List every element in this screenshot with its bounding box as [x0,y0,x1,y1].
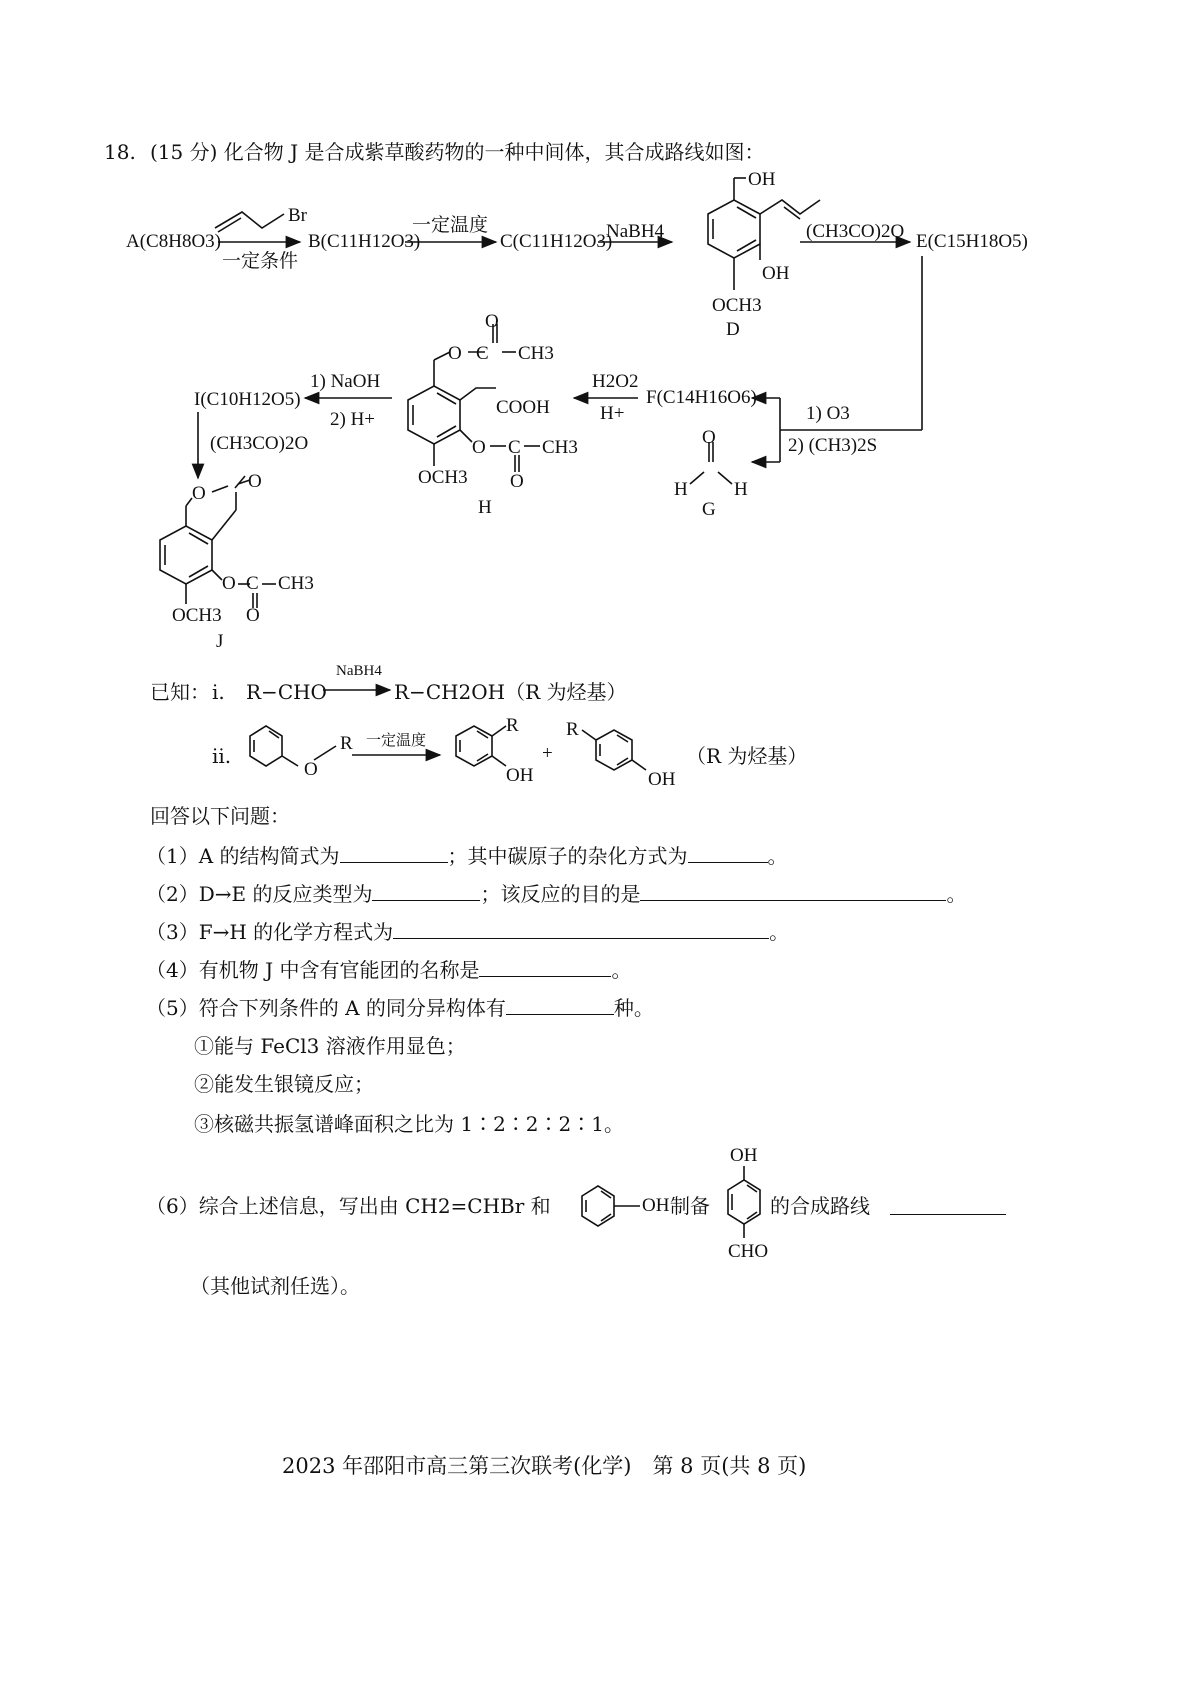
h-ch3-2-label: CH3 [542,437,578,458]
g-h1-label: H [674,479,688,500]
known-i-reactant: R−CHO [246,680,327,704]
arrow-bc-condition: 一定温度 [412,215,489,236]
d-oh-label: OH [748,169,776,190]
q6-text-c: 的合成路线 [770,1194,870,1218]
q6-text-d: （其他试剂任选）。 [190,1274,360,1298]
h-o2-label: O [485,311,499,332]
compound-a-label: A(C8H8O3) [126,231,221,252]
compound-f-label: F(C14H16O6) [646,387,757,408]
q6-target-oh: OH [730,1145,758,1166]
ii-p2-oh-label: OH [648,769,676,790]
arrow-ij-reagent: (CH3CO)2O [210,433,309,454]
compound-c-label: C(C11H12O3) [500,231,613,252]
arrow-ab-condition: 一定条件 [222,251,299,272]
q4-text-c: 。 [611,958,632,982]
q6-text-a: （6）综合上述信息，写出由 CH2=CHBr 和 [146,1194,551,1218]
g-o-label: O [702,427,716,448]
compound-h-label: H [478,497,492,518]
j-o3-label: O [222,573,236,594]
page-footer: 2023 年邵阳市高三第三次联考(化学) 第 8 页(共 8 页) [282,1454,807,1478]
j-o4-label: O [246,605,260,626]
question-heading: (15 分) 化合物 J 是合成紫草酸药物的一种中间体，其合成路线如图： [150,140,765,164]
h-c-label: C [476,343,489,364]
compound-d-label: D [726,319,740,340]
ii-plus-label: + [542,743,553,764]
br-label: Br [288,205,307,226]
q4-answer-blank[interactable] [479,958,611,977]
q1-answer-blank-1[interactable] [340,844,448,863]
q2-text-b: ；该反应的目的是 [480,882,641,906]
question-1 [146,844,788,866]
h-c2-label: C [508,437,521,458]
j-o2-label: O [248,471,262,492]
g-h2-label: H [734,479,748,500]
known-label: 已知： [150,680,210,704]
q6-phenol-oh: OH [642,1195,670,1216]
known-i-product: R−CH2OH（R 为烃基） [394,680,627,704]
q4-text-a: （4）有机物 J 中含有官能团的名称是 [146,958,480,982]
compound-j-label: J [216,631,224,652]
q2-text-c: 。 [946,882,967,906]
h-cooh-label: COOH [496,397,550,418]
compound-b-label: B(C11H12O3) [308,231,421,252]
q1-text-c: 。 [767,844,788,868]
j-och3-label: OCH3 [172,605,222,626]
q5-text-c: 种。 [613,996,654,1020]
q1-answer-blank-2[interactable] [688,844,768,863]
question-5 [146,996,654,1018]
ii-o-label: O [304,759,318,780]
q3-text-c: 。 [769,920,790,944]
j-o-label: O [192,483,206,504]
h-o3-label: O [472,437,486,458]
compound-g-label: G [702,499,716,520]
q5-answer-blank[interactable] [506,996,614,1015]
arrow-fh-acid: H+ [600,403,625,424]
q6-answer [890,1196,1006,1218]
j-ch3-label: CH3 [278,573,314,594]
question-2 [146,882,966,904]
arrow-efg-step1: 1) O3 [806,403,850,424]
ii-p1-oh-label: OH [506,765,534,786]
q2-answer-blank-2[interactable] [640,882,946,901]
h-och3-label: OCH3 [418,467,468,488]
d-oh2-label: OH [762,263,790,284]
compound-e-label: E(C15H18O5) [916,231,1028,252]
q1-text-a: （1）A 的结构简式为 [146,844,340,868]
arrow-hi-step1: 1) NaOH [310,371,381,392]
h-o-label: O [448,343,462,364]
question-number: 18. [104,140,136,164]
ii-r-label: R [340,733,353,754]
d-och3-label: OCH3 [712,295,762,316]
q2-answer-blank-1[interactable] [372,882,480,901]
arrow-de-reagent: (CH3CO)2O [806,221,905,242]
h-o4-label: O [510,471,524,492]
arrow-fh-reagent: H2O2 [592,371,639,392]
known-ii-reagent: 一定温度 [366,733,427,749]
answer-intro: 回答以下问题： [150,804,290,828]
known-ii-label: ii. [212,744,232,768]
question-4 [146,958,631,980]
compound-i-label: I(C10H12O5) [194,389,301,410]
condition-3: ③核磁共振氢谱峰面积之比为 1∶2∶2∶2∶1。 [194,1112,624,1136]
question-3 [146,920,789,942]
q5-text-a: （5）符合下列条件的 A 的同分异构体有 [146,996,506,1020]
arrow-cd-reagent: NaBH4 [606,221,665,242]
ii-p2-r-label: R [566,719,579,740]
q6-answer-blank[interactable] [890,1196,1006,1215]
known-ii-note: （R 为烃基） [686,744,808,768]
q6-target-cho: CHO [728,1241,769,1262]
known-i-label: i. [212,680,225,704]
condition-2: ②能发生银镜反应； [194,1072,374,1096]
q1-text-b: ；其中碳原子的杂化方式为 [447,844,688,868]
arrow-efg-step2: 2) (CH3)2S [788,435,878,456]
ii-p1-r-label: R [506,715,519,736]
arrow-hi-step2: 2) H+ [330,409,376,430]
condition-1: ①能与 FeCl3 溶液作用显色； [194,1034,466,1058]
h-ch3-label: CH3 [518,343,554,364]
q3-answer-blank[interactable] [393,920,769,939]
known-i-reagent: NaBH4 [336,663,382,679]
q6-text-b: 制备 [670,1194,710,1218]
j-c-label: C [246,573,259,594]
q3-text-a: （3）F→H 的化学方程式为 [146,920,394,944]
q2-text-a: （2）D→E 的反应类型为 [146,882,373,906]
